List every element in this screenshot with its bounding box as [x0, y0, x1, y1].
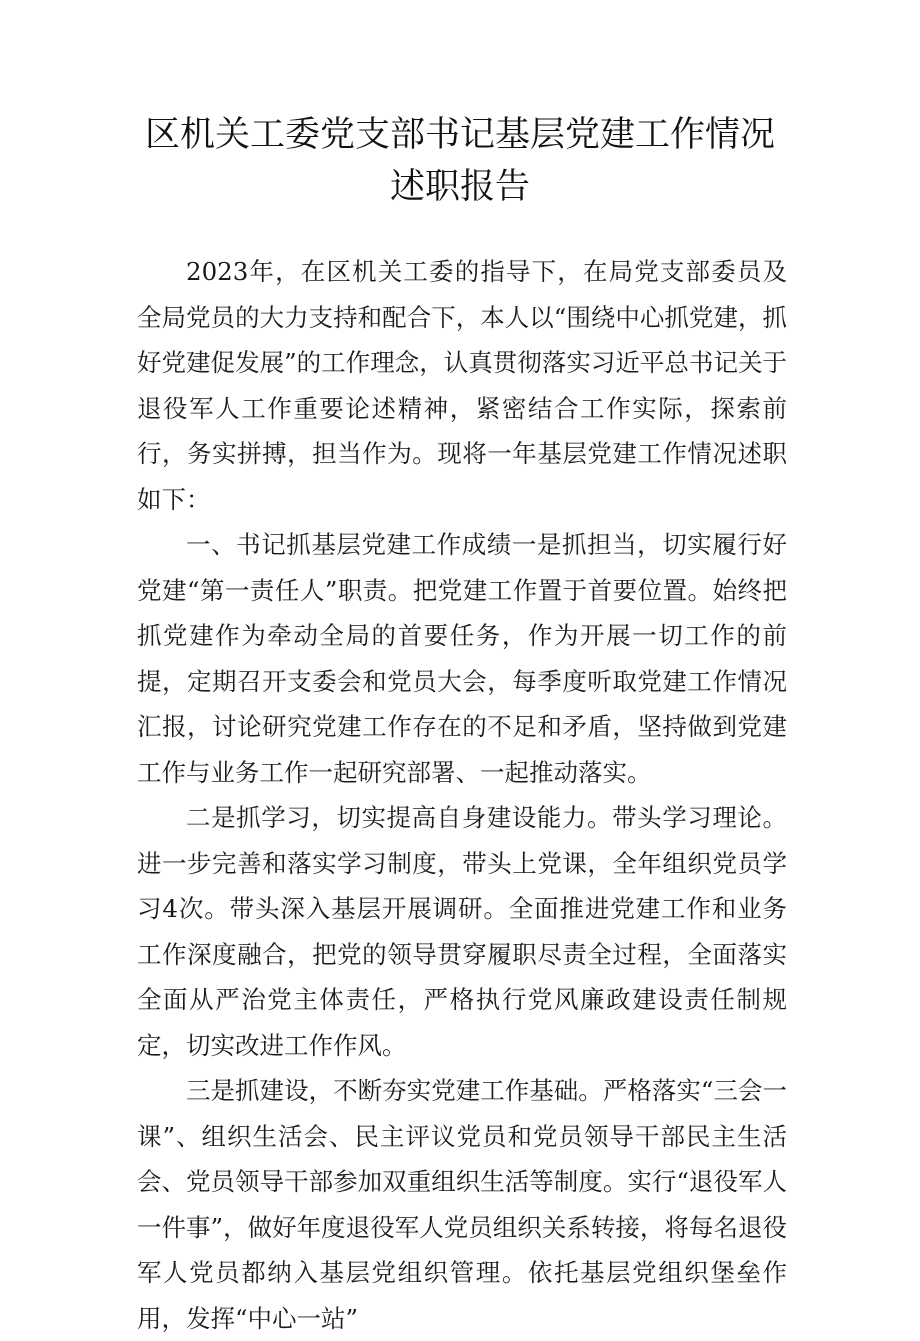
document-body — [137, 249, 787, 1341]
paragraph-construction: 三是抓建设，不断夯实党建工作基础。严格落实“三会一课”、组织生活会、民主评议党员和党员领导干部民主生活会、党员领导干部参加双重组织生活等制度。实行“退役军人一件事”，做好年度退役军人党员组织关系转接，将每名退役军人党员都纳入基层党组织管理。依托基层党组织堡垒作用，发挥“中心一站” — [137, 1076, 787, 1333]
document-title-line-1: 区机关工委党支部书记基层党建工作情况 — [144, 115, 775, 155]
paragraph-intro: 2023年，在区机关工委的指导下，在局党支部委员及全局党员的大力支持和配合下，本人以“围绕中心抓党建，抓好党建促发展”的工作理念，认真贯彻落实习近平总书记关于退役军人工作重要论述精神，紧密结合工作实际，探索前行，务实拼搏，担当作为。现将一年基层党建工作情况述职如下： — [137, 257, 787, 514]
paragraph-section-one: 一、书记抓基层党建工作成绩一是抓担当，切实履行好党建“第一责任人”职责。把党建工作置于首要位置。始终把抓党建作为牵动全局的首要任务，作为开展一切工作的前提，定期召开支委会和党员大会，每季度听取党建工作情况汇报，讨论研究党建工作存在的不足和矛盾，坚持做到党建工作与业务工作一起研究部署、一起推动落实。 — [137, 530, 787, 787]
paragraph-study: 二是抓学习，切实提高自身建设能力。带头学习理论。进一步完善和落实学习制度，带头上党课，全年组织党员学习4次。带头深入基层开展调研。全面推进党建工作和业务工作深度融合，把党的领导贯穿履职尽责全过程，全面落实全面从严治党主体责任，严格执行党风廉政建设责任制规定，切实改进工作作风。 — [137, 803, 787, 1060]
document-title-line-2: 述职报告 — [389, 167, 530, 207]
